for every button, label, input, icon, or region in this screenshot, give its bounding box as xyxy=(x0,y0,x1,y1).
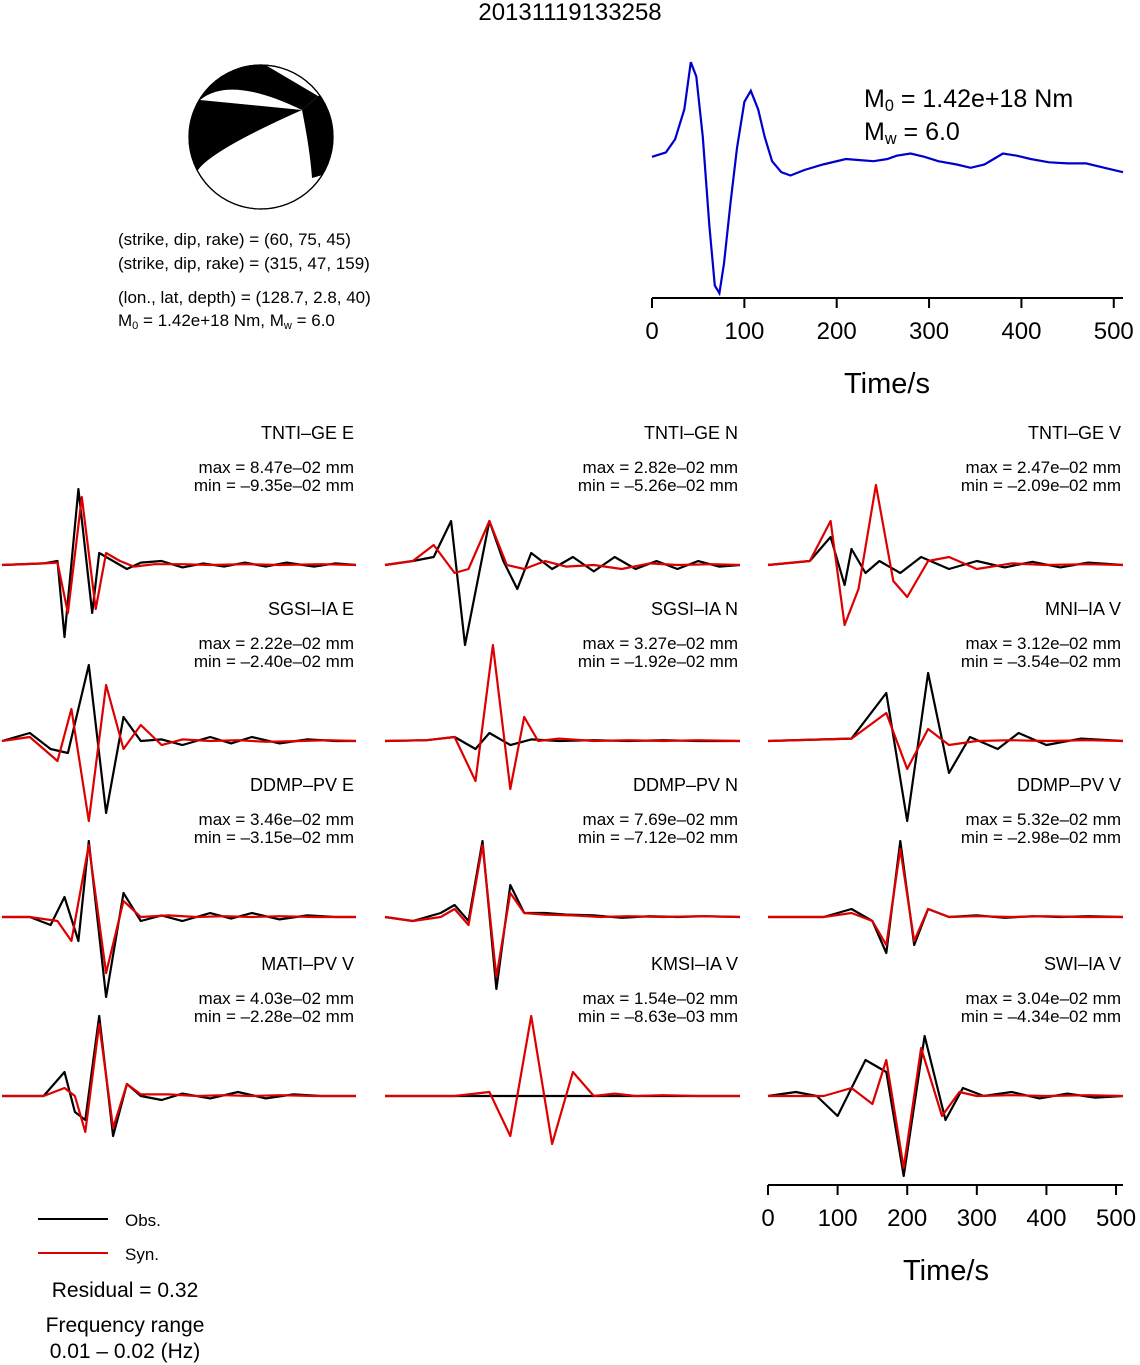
stf-x-tick-label: 300 xyxy=(909,318,950,345)
beachball-compressional-quadrant xyxy=(175,50,318,170)
station-min: min = –7.12e–02 mm xyxy=(577,828,738,847)
page-title: 20131119133258 xyxy=(478,0,662,26)
station-name: DDMP–PV V xyxy=(1016,775,1121,795)
station-name: MATI–PV V xyxy=(261,954,354,974)
trace-syn xyxy=(2,685,356,821)
stf-x-tick-label: 0 xyxy=(645,318,659,345)
waveform-x-tick-label: 100 xyxy=(817,1205,858,1232)
trace-syn xyxy=(768,1048,1123,1168)
trace-syn xyxy=(385,521,740,573)
trace-syn xyxy=(768,713,1123,769)
station-name: MNI–IA V xyxy=(1044,599,1121,619)
waveform-x-tick-label: 300 xyxy=(956,1205,997,1232)
station-name: TNTI–GE N xyxy=(643,423,738,443)
station-min: min = –8.63e–03 mm xyxy=(577,1007,738,1026)
stf-x-tick-label: 200 xyxy=(816,318,857,345)
station-max: max = 3.12e–02 mm xyxy=(965,634,1121,653)
station-name: DDMP–PV E xyxy=(249,775,354,795)
station-name: KMSI–IA V xyxy=(650,954,738,974)
station-min: min = –2.09e–02 mm xyxy=(960,476,1121,495)
station-min: min = –2.98e–02 mm xyxy=(960,828,1121,847)
station-max: max = 7.69e–02 mm xyxy=(582,810,738,829)
trace-syn xyxy=(2,497,356,613)
trace-obs xyxy=(768,673,1123,821)
station-min: min = –3.54e–02 mm xyxy=(960,652,1121,671)
trace-syn xyxy=(385,1016,740,1144)
legend-obs-label: Obs. xyxy=(125,1211,161,1230)
nodal-plane-2: (strike, dip, rake) = (315, 47, 159) xyxy=(118,254,370,273)
station-name: TNTI–GE V xyxy=(1027,423,1121,443)
station-min: min = –3.15e–02 mm xyxy=(193,828,354,847)
station-name: DDMP–PV N xyxy=(632,775,738,795)
waveform-x-axis-label: Time/s xyxy=(903,1255,989,1287)
station-max: max = 3.04e–02 mm xyxy=(965,989,1121,1008)
station-min: min = –1.92e–02 mm xyxy=(577,652,738,671)
station-max: max = 5.32e–02 mm xyxy=(965,810,1121,829)
waveform-x-tick-label: 0 xyxy=(761,1205,775,1232)
station-name: SGSI–IA E xyxy=(267,599,354,619)
station-min: min = –4.34e–02 mm xyxy=(960,1007,1121,1026)
trace-obs xyxy=(2,1016,356,1136)
event-location: (lon., lat, depth) = (128.7, 2.8, 40) xyxy=(118,288,371,307)
residual: Residual = 0.32 xyxy=(51,1279,199,1302)
stf-x-tick-label: 400 xyxy=(1001,318,1042,345)
stf-mw: $M_w = 6.0$ xyxy=(864,118,960,149)
station-name: TNTI–GE E xyxy=(260,423,354,443)
station-min: min = –2.40e–02 mm xyxy=(193,652,354,671)
station-max: max = 2.22e–02 mm xyxy=(198,634,354,653)
station-max: max = 2.47e–02 mm xyxy=(965,458,1121,477)
waveform-x-tick-label: 400 xyxy=(1026,1205,1067,1232)
trace-obs xyxy=(768,1036,1123,1176)
station-max: max = 3.46e–02 mm xyxy=(198,810,354,829)
trace-obs xyxy=(768,537,1123,585)
station-max: max = 3.27e–02 mm xyxy=(582,634,738,653)
nodal-plane-1: (strike, dip, rake) = (60, 75, 45) xyxy=(118,230,351,249)
station-min: min = –9.35e–02 mm xyxy=(193,476,354,495)
stf-x-tick-label: 100 xyxy=(724,318,765,345)
waveform-x-tick-label: 200 xyxy=(887,1205,928,1232)
station-name: SGSI–IA N xyxy=(650,599,738,619)
station-min: min = –2.28e–02 mm xyxy=(193,1007,354,1026)
stf-x-tick-label: 500 xyxy=(1093,318,1134,345)
station-max: max = 1.54e–02 mm xyxy=(582,989,738,1008)
station-max: max = 8.47e–02 mm xyxy=(198,458,354,477)
station-name: SWI–IA V xyxy=(1043,954,1121,974)
frequency-range-label: Frequency range xyxy=(45,1314,205,1337)
stf-m0: $M_0 = 1.42e+18$ Nm xyxy=(864,85,1074,116)
trace-syn xyxy=(768,849,1123,945)
stf-x-axis-label: Time/s xyxy=(844,368,930,400)
waveform-x-tick-label: 500 xyxy=(1096,1205,1137,1232)
trace-obs xyxy=(385,521,740,645)
station-max: max = 2.82e–02 mm xyxy=(582,458,738,477)
station-max: max = 4.03e–02 mm xyxy=(198,989,354,1008)
trace-obs xyxy=(385,733,740,749)
station-min: min = –5.26e–02 mm xyxy=(577,476,738,495)
trace-obs xyxy=(768,841,1123,953)
trace-syn xyxy=(2,1024,356,1132)
beachball-compressional-quadrant-east xyxy=(302,90,340,178)
legend-syn-label: Syn. xyxy=(125,1245,160,1264)
frequency-range-value: 0.01 – 0.02 (Hz) xyxy=(49,1340,201,1363)
event-moment: $M_0 = 1.42e+18$ Nm, $M_w = 6.0$ xyxy=(118,311,335,332)
